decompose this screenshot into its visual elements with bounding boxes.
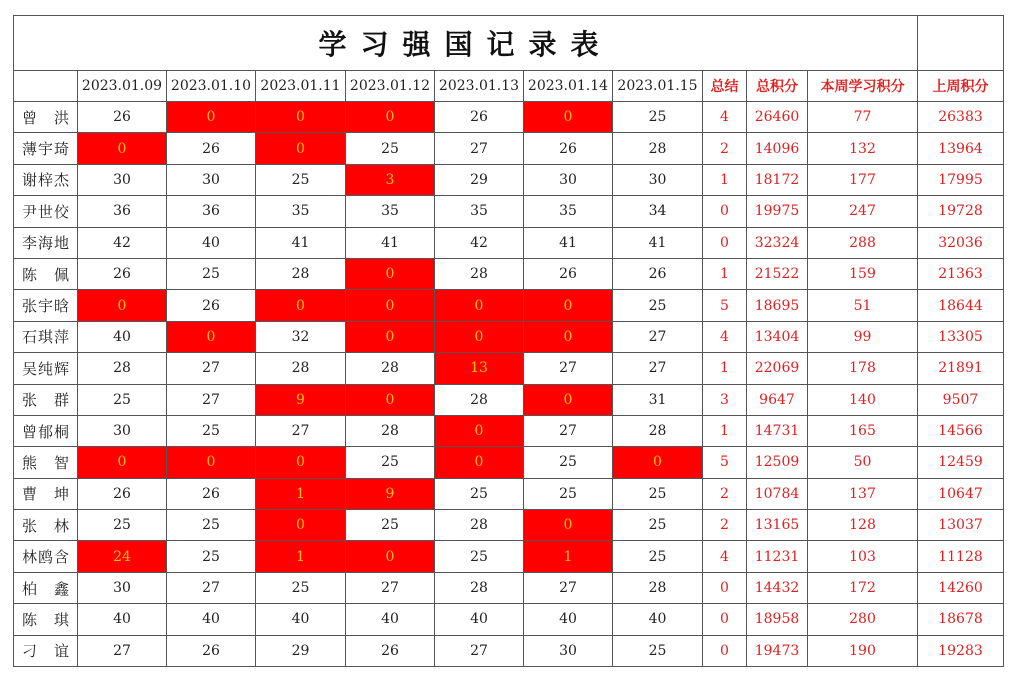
date-header: 2023.01.14 [524,71,613,102]
daily-score: 0 [78,133,167,164]
this-week-score: 140 [808,384,918,415]
summary-count: 2 [703,133,747,164]
header-row [14,71,1004,102]
daily-score: 28 [346,353,435,384]
student-name: 陈琪 [14,604,78,635]
daily-score: 41 [346,227,435,258]
daily-score: 26 [524,258,613,289]
this-week-score: 128 [808,510,918,541]
last-week-header: 上周积分 [918,71,1004,102]
date-header: 2023.01.11 [256,71,346,102]
total-score: 14731 [747,415,808,446]
daily-score: 28 [78,353,167,384]
daily-score: 0 [167,447,256,478]
daily-score: 28 [346,415,435,446]
daily-score: 40 [78,604,167,635]
daily-score: 0 [524,290,613,321]
daily-score: 26 [78,258,167,289]
daily-score: 9 [346,478,435,509]
table-row [14,353,1004,384]
last-week-score: 14566 [918,415,1004,446]
daily-score: 9 [256,384,346,415]
daily-score: 0 [256,133,346,164]
student-name: 张宇晗 [14,290,78,321]
table-row [14,258,1004,289]
daily-score: 3 [346,164,435,195]
table-row [14,447,1004,478]
date-header: 2023.01.15 [613,71,703,102]
daily-score: 28 [613,133,703,164]
daily-score: 36 [167,196,256,227]
student-name: 陈佩 [14,258,78,289]
total-score: 32324 [747,227,808,258]
daily-score: 27 [613,353,703,384]
daily-score: 28 [256,353,346,384]
total-score: 18958 [747,604,808,635]
daily-score: 27 [524,353,613,384]
table-row [14,541,1004,572]
summary-count: 5 [703,447,747,478]
this-week-score: 288 [808,227,918,258]
total-score: 13404 [747,321,808,352]
daily-score: 0 [346,258,435,289]
date-header: 2023.01.13 [435,71,524,102]
daily-score: 25 [524,478,613,509]
daily-score: 40 [524,604,613,635]
table-row [14,102,1004,133]
daily-score: 25 [167,415,256,446]
summary-count: 2 [703,510,747,541]
summary-count: 0 [703,196,747,227]
student-name: 柏鑫 [14,572,78,603]
summary-count: 0 [703,572,747,603]
daily-score: 26 [78,102,167,133]
daily-score: 40 [256,604,346,635]
daily-score: 35 [524,196,613,227]
total-score: 22069 [747,353,808,384]
date-header: 2023.01.09 [78,71,167,102]
student-name: 张群 [14,384,78,415]
summary-count: 0 [703,227,747,258]
daily-score: 42 [435,227,524,258]
blank-cell [918,16,1004,71]
daily-score: 30 [78,572,167,603]
daily-score: 40 [346,604,435,635]
daily-score: 27 [435,133,524,164]
daily-score: 26 [167,478,256,509]
student-name: 刁谊 [14,635,78,666]
daily-score: 27 [613,321,703,352]
daily-score: 40 [78,321,167,352]
last-week-score: 19283 [918,635,1004,666]
daily-score: 25 [613,510,703,541]
daily-score: 0 [167,321,256,352]
daily-score: 27 [167,384,256,415]
student-name: 吴纯辉 [14,353,78,384]
daily-score: 25 [346,133,435,164]
daily-score: 28 [435,258,524,289]
daily-score: 30 [167,164,256,195]
daily-score: 28 [613,415,703,446]
daily-score: 40 [167,227,256,258]
daily-score: 25 [346,510,435,541]
daily-score: 27 [78,635,167,666]
table-row [14,164,1004,195]
summary-count: 4 [703,321,747,352]
daily-score: 30 [524,164,613,195]
this-week-score: 50 [808,447,918,478]
last-week-score: 17995 [918,164,1004,195]
daily-score: 0 [78,290,167,321]
this-week-score: 172 [808,572,918,603]
last-week-score: 9507 [918,384,1004,415]
daily-score: 41 [256,227,346,258]
last-week-score: 13964 [918,133,1004,164]
date-header: 2023.01.12 [346,71,435,102]
daily-score: 41 [524,227,613,258]
daily-score: 13 [435,353,524,384]
daily-score: 0 [256,102,346,133]
daily-score: 0 [346,102,435,133]
daily-score: 1 [524,541,613,572]
last-week-score: 18678 [918,604,1004,635]
daily-score: 26 [167,290,256,321]
total-score: 12509 [747,447,808,478]
total-score: 19473 [747,635,808,666]
daily-score: 0 [256,290,346,321]
last-week-score: 14260 [918,572,1004,603]
daily-score: 26 [524,133,613,164]
daily-score: 25 [167,541,256,572]
daily-score: 25 [613,290,703,321]
daily-score: 30 [78,415,167,446]
daily-score: 25 [346,447,435,478]
this-week-score: 159 [808,258,918,289]
daily-score: 28 [435,384,524,415]
daily-score: 0 [613,447,703,478]
this-week-score: 177 [808,164,918,195]
last-week-score: 12459 [918,447,1004,478]
study-record-table [13,15,1004,667]
summary-count: 5 [703,290,747,321]
daily-score: 28 [435,510,524,541]
summary-count: 3 [703,384,747,415]
daily-score: 25 [167,258,256,289]
student-name: 薄宇琦 [14,133,78,164]
daily-score: 26 [435,102,524,133]
table-row [14,384,1004,415]
last-week-score: 21363 [918,258,1004,289]
daily-score: 25 [613,635,703,666]
daily-score: 28 [435,572,524,603]
this-week-score: 103 [808,541,918,572]
name-header [14,71,78,102]
daily-score: 27 [524,415,613,446]
daily-score: 25 [167,510,256,541]
daily-score: 25 [435,478,524,509]
student-name: 谢梓杰 [14,164,78,195]
summary-header: 总结 [703,71,747,102]
daily-score: 27 [167,572,256,603]
daily-score: 1 [256,478,346,509]
daily-score: 41 [613,227,703,258]
daily-score: 34 [613,196,703,227]
daily-score: 35 [346,196,435,227]
total-score: 18172 [747,164,808,195]
table-row [14,415,1004,446]
student-name: 李海地 [14,227,78,258]
page-title: 学习强国记录表 [14,16,918,71]
table-row [14,604,1004,635]
table-row [14,227,1004,258]
this-week-score: 51 [808,290,918,321]
daily-score: 0 [435,415,524,446]
daily-score: 0 [167,102,256,133]
daily-score: 27 [524,572,613,603]
summary-count: 4 [703,541,747,572]
daily-score: 0 [346,384,435,415]
table-row [14,572,1004,603]
total-score: 21522 [747,258,808,289]
daily-score: 0 [346,290,435,321]
daily-score: 0 [435,290,524,321]
daily-score: 0 [78,447,167,478]
summary-count: 2 [703,478,747,509]
this-week-score: 165 [808,415,918,446]
daily-score: 28 [613,572,703,603]
total-score: 13165 [747,510,808,541]
total-score: 26460 [747,102,808,133]
student-name: 曹坤 [14,478,78,509]
daily-score: 0 [256,447,346,478]
daily-score: 1 [256,541,346,572]
daily-score: 27 [435,635,524,666]
this-week-score: 247 [808,196,918,227]
last-week-score: 11128 [918,541,1004,572]
daily-score: 0 [524,384,613,415]
table-row [14,290,1004,321]
daily-score: 31 [613,384,703,415]
student-name: 尹世佼 [14,196,78,227]
daily-score: 36 [78,196,167,227]
student-name: 曾洪 [14,102,78,133]
student-name: 林鸥含 [14,541,78,572]
daily-score: 25 [613,541,703,572]
daily-score: 0 [256,510,346,541]
table-row [14,196,1004,227]
last-week-score: 10647 [918,478,1004,509]
this-week-header: 本周学习积分 [808,71,918,102]
daily-score: 29 [256,635,346,666]
summary-count: 1 [703,353,747,384]
daily-score: 26 [167,635,256,666]
table-row [14,321,1004,352]
daily-score: 27 [256,415,346,446]
daily-score: 28 [256,258,346,289]
this-week-score: 137 [808,478,918,509]
total-score: 14432 [747,572,808,603]
daily-score: 25 [613,102,703,133]
last-week-score: 18644 [918,290,1004,321]
daily-score: 26 [167,133,256,164]
daily-score: 25 [613,478,703,509]
summary-count: 0 [703,604,747,635]
last-week-score: 13305 [918,321,1004,352]
table-row [14,478,1004,509]
daily-score: 0 [524,321,613,352]
daily-score: 0 [524,102,613,133]
daily-score: 0 [346,321,435,352]
this-week-score: 190 [808,635,918,666]
total-score: 14096 [747,133,808,164]
title-row [14,16,1004,71]
daily-score: 24 [78,541,167,572]
student-name: 曾郁桐 [14,415,78,446]
daily-score: 27 [167,353,256,384]
daily-score: 25 [256,572,346,603]
total-score: 11231 [747,541,808,572]
daily-score: 30 [78,164,167,195]
date-header: 2023.01.10 [167,71,256,102]
daily-score: 25 [78,510,167,541]
daily-score: 40 [167,604,256,635]
daily-score: 26 [613,258,703,289]
daily-score: 25 [435,541,524,572]
summary-count: 1 [703,164,747,195]
table-row [14,510,1004,541]
last-week-score: 21891 [918,353,1004,384]
table-row [14,635,1004,666]
daily-score: 30 [613,164,703,195]
total-score: 19975 [747,196,808,227]
total-score: 10784 [747,478,808,509]
daily-score: 27 [346,572,435,603]
daily-score: 0 [435,447,524,478]
daily-score: 0 [435,321,524,352]
daily-score: 35 [435,196,524,227]
last-week-score: 32036 [918,227,1004,258]
daily-score: 26 [78,478,167,509]
daily-score: 25 [256,164,346,195]
this-week-score: 280 [808,604,918,635]
daily-score: 25 [78,384,167,415]
this-week-score: 99 [808,321,918,352]
daily-score: 35 [256,196,346,227]
daily-score: 30 [524,635,613,666]
student-name: 熊智 [14,447,78,478]
daily-score: 25 [524,447,613,478]
daily-score: 32 [256,321,346,352]
daily-score: 40 [613,604,703,635]
daily-score: 40 [435,604,524,635]
this-week-score: 178 [808,353,918,384]
student-name: 石琪萍 [14,321,78,352]
total-header: 总积分 [747,71,808,102]
daily-score: 0 [524,510,613,541]
total-score: 9647 [747,384,808,415]
daily-score: 26 [346,635,435,666]
summary-count: 1 [703,258,747,289]
this-week-score: 132 [808,133,918,164]
daily-score: 42 [78,227,167,258]
last-week-score: 13037 [918,510,1004,541]
daily-score: 0 [346,541,435,572]
last-week-score: 26383 [918,102,1004,133]
summary-count: 0 [703,635,747,666]
total-score: 18695 [747,290,808,321]
daily-score: 29 [435,164,524,195]
last-week-score: 19728 [918,196,1004,227]
summary-count: 4 [703,102,747,133]
student-name: 张林 [14,510,78,541]
this-week-score: 77 [808,102,918,133]
summary-count: 1 [703,415,747,446]
table-row [14,133,1004,164]
